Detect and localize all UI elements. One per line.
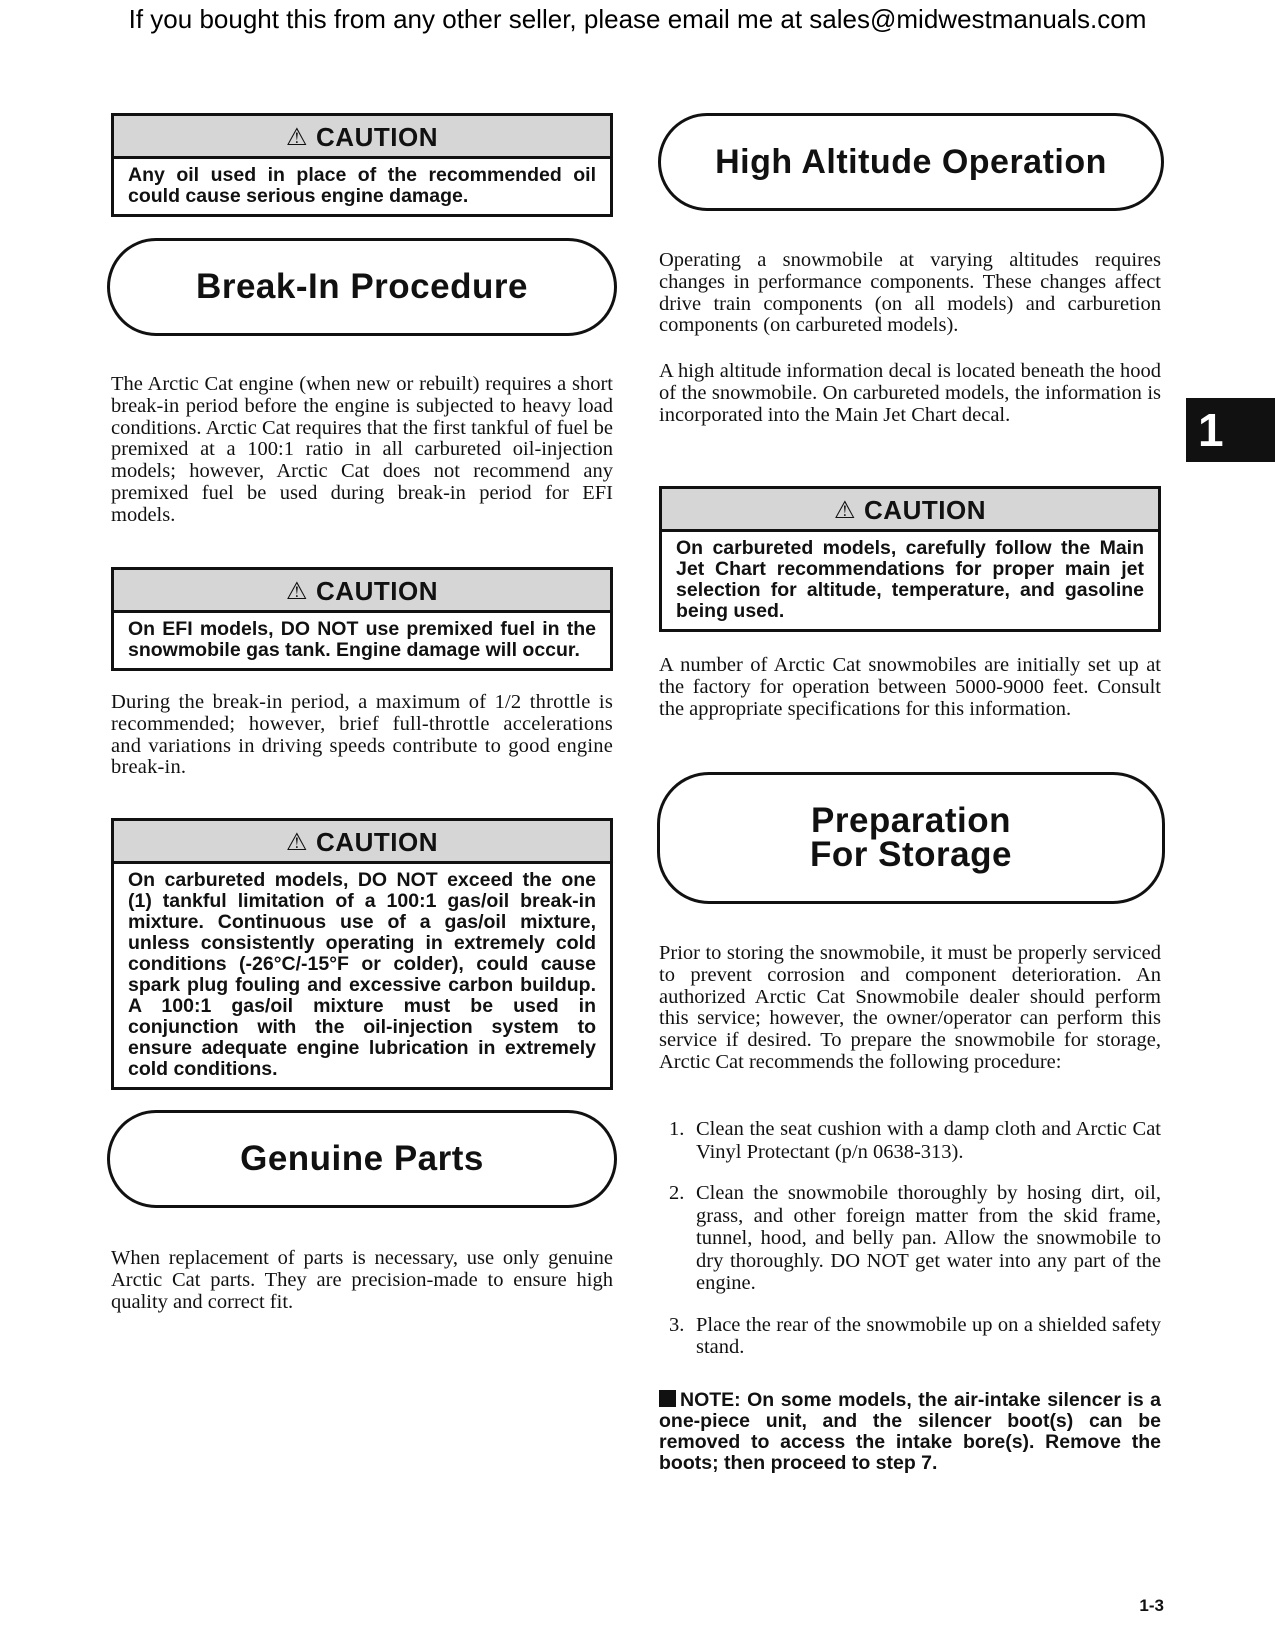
step-text: Clean the snowmobile thoroughly by hosing dirt, oil, grass, and other foreign matter from the skid frame, tunnel, hood, and belly pan. Allow the snowmobile to dry thoroughly. DO NOT get water into any part of the engine. <box>696 1182 1161 1294</box>
section-title-text: Genuine Parts <box>240 1139 484 1178</box>
caution-header <box>662 489 1158 532</box>
section-title-genuine-parts <box>107 1110 617 1208</box>
note-text: NOTE: On some models, the air-intake silencer is a one-piece unit, and the silencer boot(s) can be removed to access the intake bore(s). Remove the boots; then proceed to step 7. <box>659 1389 1161 1474</box>
step-text: Clean the seat cushion with a damp cloth and Arctic Cat Vinyl Protectant (p/n 0638-313). <box>696 1118 1161 1163</box>
caution-text: On carbureted models, carefully follow the Main Jet Chart recommendations for proper main jet selection for altitude, temperature, and gasoline being used. <box>676 537 1144 622</box>
warning-triangle-icon: ⚠ <box>286 578 309 605</box>
section-title-line-2: For Storage <box>810 835 1012 874</box>
section-title-text: Break-In Procedure <box>196 267 528 306</box>
section-title-break-in <box>107 238 617 336</box>
caution-box-main-jet <box>659 486 1161 632</box>
break-in-paragraph-1: The Arctic Cat engine (when new or rebuilt) requires a short break-in period before the engine is subjected to heavy load conditions. Arctic Cat requires that the first tankful of fuel be premixed at a 100:1 ratio in all carbureted oil-injection models; however, Arctic Cat does not recommend any premixed fuel be used during break-in period for EFI models. <box>111 373 613 526</box>
step-number: 3. <box>669 1313 685 1336</box>
caution-box-oil <box>111 113 613 217</box>
caution-header <box>114 821 610 864</box>
warning-triangle-icon: ⚠ <box>834 497 857 524</box>
page-number: 1-3 <box>1139 1596 1164 1615</box>
caution-label: CAUTION <box>864 495 986 525</box>
caution-label: CAUTION <box>316 122 438 152</box>
caution-box-efi <box>111 567 613 671</box>
caution-header <box>114 116 610 159</box>
section-title-line-1: Preparation <box>810 801 1011 840</box>
caution-header <box>114 570 610 613</box>
seller-notice: If you bought this from any other seller, please email me at sales@midwestmanuals.com <box>128 4 1147 34</box>
caution-label: CAUTION <box>316 827 438 857</box>
altitude-paragraph-3: A number of Arctic Cat snowmobiles are initially set up at the factory for operation between 5000-9000 feet. Consult the appropriate specifications for this information. <box>659 654 1161 720</box>
genuine-parts-paragraph: When replacement of parts is necessary, use only genuine Arctic Cat parts. They are precision-made to ensure high quality and correct fit. <box>111 1247 613 1313</box>
list-item <box>659 1118 1161 1163</box>
step-number: 2. <box>669 1182 685 1204</box>
caution-text: On carbureted models, DO NOT exceed the one (1) tankful limitation of a 100:1 gas/oil break-in mixture. Continuous use of a gas/oil mixture, unless consistently operating in extremely cold conditions (-26°C/-15°F or colder), could cause spark plug fouling and excessive carbon buildup. A 100:1 gas/oil mixture must be used in conjunction with the oil-injection system to ensure adequate engine lubrication in extremely cold conditions. <box>128 869 596 1080</box>
warning-triangle-icon: ⚠ <box>286 829 309 856</box>
note-square-icon <box>659 1390 676 1407</box>
caution-text: Any oil used in place of the recommended oil could cause serious engine damage. <box>128 164 596 207</box>
step-text: Place the rear of the snowmobile up on a shielded safety stand. <box>696 1313 1161 1358</box>
storage-note <box>659 1390 1161 1474</box>
section-title-text: High Altitude Operation <box>715 143 1107 181</box>
storage-paragraph: Prior to storing the snowmobile, it must be properly serviced to prevent corrosion and component deterioration. An authorized Arctic Cat Snowmobile dealer should perform this service; however, the owner/operator can perform this service if desired. To prepare the snowmobile for storage, Arctic Cat recommends the following procedure: <box>659 942 1161 1073</box>
section-tab: 1 <box>1186 398 1275 462</box>
section-title-high-altitude <box>658 113 1164 211</box>
section-title-storage <box>657 772 1165 904</box>
break-in-paragraph-2: During the break-in period, a maximum of 1/2 throttle is recommended; however, brief full-throttle accelerations and variations in driving speeds contribute to good engine break-in. <box>111 691 613 779</box>
altitude-paragraph-2: A high altitude information decal is located beneath the hood of the snowmobile. On carbureted models, the information is incorporated into the Main Jet Chart decal. <box>659 360 1161 426</box>
list-item <box>659 1314 1161 1359</box>
caution-label: CAUTION <box>316 576 438 606</box>
step-number: 1. <box>669 1118 685 1140</box>
caution-text: On EFI models, DO NOT use premixed fuel in the snowmobile gas tank. Engine damage will occur. <box>128 618 596 661</box>
caution-box-carbureted <box>111 818 613 1090</box>
list-item <box>659 1182 1161 1295</box>
warning-triangle-icon: ⚠ <box>286 124 309 151</box>
altitude-paragraph-1: Operating a snowmobile at varying altitudes requires changes in performance components. These changes affect drive train components (on all models) and carburetion components (on carbureted models). <box>659 249 1161 337</box>
storage-steps-list <box>659 1118 1161 1378</box>
